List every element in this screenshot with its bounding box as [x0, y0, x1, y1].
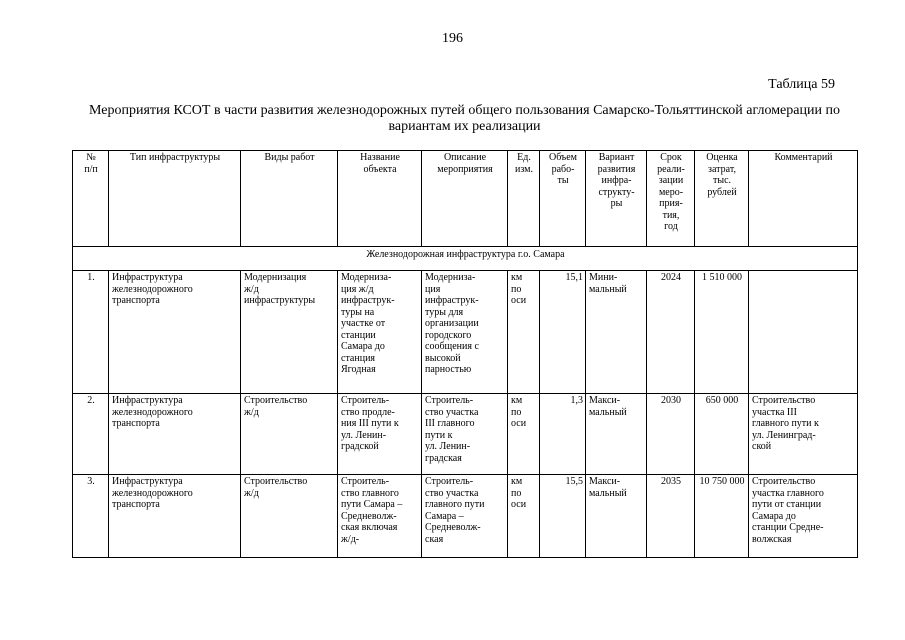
cell-variant: Макси- мальный [586, 394, 647, 475]
header-desc: Описание мероприятия [422, 151, 508, 247]
cell-unit: км по оси [508, 475, 540, 558]
cell-work: Модернизация ж/д инфраструктуры [241, 271, 338, 394]
document-title: Мероприятия КСОТ в части развития железнодорожных путей общего пользования Самарско-Тольяттинской агломерации по вариантам их реализации [89, 103, 840, 134]
cell-type: Инфраструктура железнодорожного транспорта [109, 271, 241, 394]
page-number: 196 [442, 31, 463, 46]
cell-cost: 10 750 000 [695, 475, 749, 558]
cell-name: Строитель- ство продле- ния III пути к ул. Ленин- градской [338, 394, 422, 475]
header-term: Срок реали- зации меро- прия- тия, год [647, 151, 695, 247]
cell-volume: 15,1 [540, 271, 586, 394]
cell-num: 1. [73, 271, 109, 394]
cell-name: Строитель- ство главного пути Самара – Средневолж- ская включая ж/д- [338, 475, 422, 558]
cell-unit: км по оси [508, 271, 540, 394]
cell-desc: Строитель- ство участка III главного пути к ул. Ленин- градская [422, 394, 508, 475]
cell-volume: 1,3 [540, 394, 586, 475]
header-num: № п/п [73, 151, 109, 247]
cell-unit: км по оси [508, 394, 540, 475]
cell-variant: Мини- мальный [586, 271, 647, 394]
header-unit: Ед. изм. [508, 151, 540, 247]
cell-work: Строительство ж/д [241, 475, 338, 558]
cell-cost: 650 000 [695, 394, 749, 475]
cell-volume: 15,5 [540, 475, 586, 558]
cell-type: Инфраструктура железнодорожного транспорта [109, 475, 241, 558]
cell-type: Инфраструктура железнодорожного транспорта [109, 394, 241, 475]
cell-name: Модерниза- ция ж/д инфраструк- туры на участке от станции Самара до станция Ягодная [338, 271, 422, 394]
header-work: Виды работ [241, 151, 338, 247]
cell-term: 2030 [647, 394, 695, 475]
header-type: Тип инфраструктуры [109, 151, 241, 247]
header-volume: Объем рабо- ты [540, 151, 586, 247]
table-label: Таблица 59 [768, 77, 835, 92]
cell-comment: Строительство участка главного пути от станции Самара до станции Средне- волжская [749, 475, 858, 558]
header-name: Название объекта [338, 151, 422, 247]
table-row [73, 271, 858, 394]
cell-variant: Макси- мальный [586, 475, 647, 558]
cell-term: 2035 [647, 475, 695, 558]
header-comment: Комментарий [749, 151, 858, 247]
header-cost: Оценка затрат, тыс. рублей [695, 151, 749, 247]
cell-num: 2. [73, 394, 109, 475]
cell-work: Строительство ж/д [241, 394, 338, 475]
table-row [73, 475, 858, 558]
table-header-row [73, 151, 858, 247]
section-title: Железнодорожная инфраструктура г.о. Самара [73, 247, 858, 271]
cell-comment [749, 271, 858, 394]
cell-num: 3. [73, 475, 109, 558]
cell-term: 2024 [647, 271, 695, 394]
measures-table [72, 150, 858, 558]
header-variant: Вариант развития инфра- структу- ры [586, 151, 647, 247]
cell-comment: Строительство участка III главного пути к ул. Ленинград- ской [749, 394, 858, 475]
section-row [73, 247, 858, 271]
cell-cost: 1 510 000 [695, 271, 749, 394]
cell-desc: Модерниза- ция инфраструк- туры для организации городского сообщения с высокой парностью [422, 271, 508, 394]
cell-desc: Строитель- ство участка главного пути Самара – Средневолж- ская [422, 475, 508, 558]
table-row [73, 394, 858, 475]
